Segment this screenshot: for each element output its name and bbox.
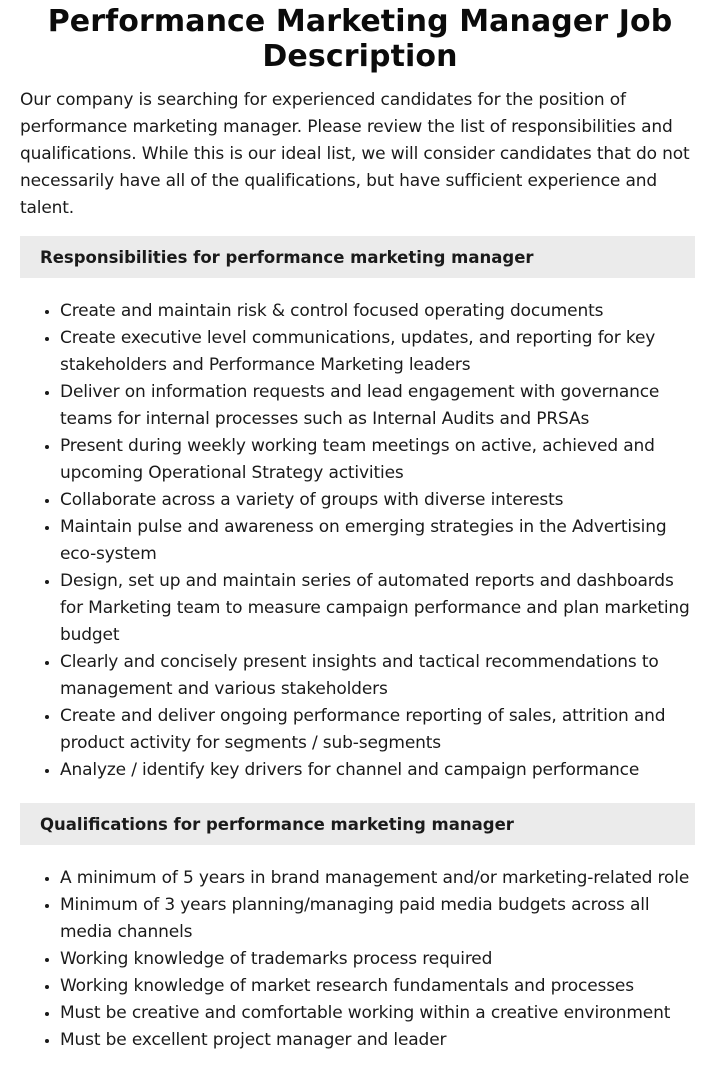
list-item: • Create and deliver ongoing performance reporting of sales, attrition and product activity for segments / sub-segments (60, 703, 700, 757)
list-item: • Working knowledge of market research fundamentals and processes (60, 973, 700, 1000)
list-item: • Create and maintain risk & control focused operating documents (60, 298, 700, 325)
qualifications-heading: Qualifications for performance marketing manager (20, 803, 695, 845)
qualifications-list (20, 865, 700, 1054)
list-item: • Maintain pulse and awareness on emerging strategies in the Advertising eco-system (60, 514, 700, 568)
intro-paragraph: Our company is searching for experienced candidates for the position of performance marketing manager. Please review the list of responsibilities and qualifications. While this is our ideal list, we will consider candidates that do not necessarily have all of the qualifications, but have sufficient experience and talent. (20, 90, 690, 218)
list-item: • A minimum of 5 years in brand management and/or marketing-related role (60, 865, 700, 892)
list-item: • Minimum of 3 years planning/managing paid media budgets across all media channels (60, 892, 700, 946)
responsibilities-list (20, 298, 700, 784)
page-title: Performance Marketing Manager Job Description (47, 4, 673, 74)
list-item: • Must be creative and comfortable working within a creative environment (60, 1000, 700, 1027)
list-item: • Deliver on information requests and lead engagement with governance teams for internal processes such as Internal Audits and PRSAs (60, 379, 700, 433)
list-item: • Working knowledge of trademarks process required (60, 946, 700, 973)
list-item: • Create executive level communications, updates, and reporting for key stakeholders and Performance Marketing leaders (60, 325, 700, 379)
list-item: • Design, set up and maintain series of automated reports and dashboards for Marketing team to measure campaign performance and plan marketing budget (60, 568, 700, 649)
list-item: • Analyze / identify key drivers for channel and campaign performance (60, 757, 700, 784)
list-item: • Present during weekly working team meetings on active, achieved and upcoming Operational Strategy activities (60, 433, 700, 487)
responsibilities-heading: Responsibilities for performance marketing manager (20, 236, 695, 278)
list-item: • Clearly and concisely present insights and tactical recommendations to management and various stakeholders (60, 649, 700, 703)
list-item: • Must be excellent project manager and leader (60, 1027, 700, 1054)
list-item: • Collaborate across a variety of groups with diverse interests (60, 487, 700, 514)
